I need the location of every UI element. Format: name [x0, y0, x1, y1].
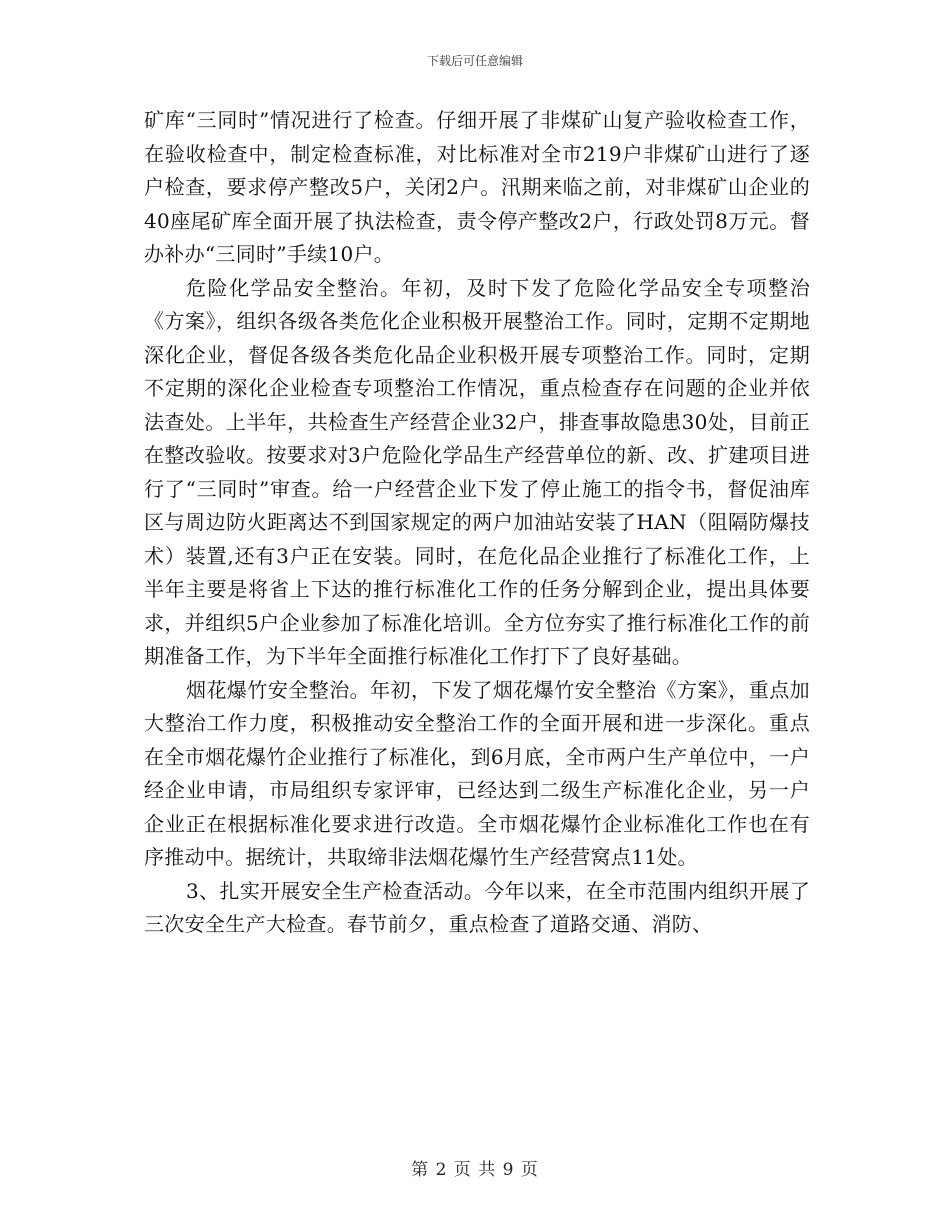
document-body [144, 104, 810, 942]
page-header: 下载后可任意编辑 [426, 54, 523, 68]
paragraph-hazardous-chemicals: 危险化学品安全整治。年初，及时下发了危险化学品安全专项整治《方案》，组织各级各类危化企业积极开展整治工作。同时，定期不定期地深化企业，督促各级各类危化品企业积极开展专项整治工作。同时，定期不定期的深化企业检查专项整治工作情况，重点检查存在问题的企业并依法查处。上半年，共检查生产经营企业32户，排查事故隐患30处，目前正在整改验收。按要求对3户危险化学品生产经营单位的新、改、扩建项目进行了“三同时”审查。给一户经营企业下发了停止施工的指令书，督促油库区与周边防火距离达不到国家规定的两户加油站安装了HAN（阻隔防爆技术）装置,还有3户正在安装。同时，在危化品企业推行了标准化工作，上半年主要是将省上下达的推行标准化工作的任务分解到企业，提出具体要求，并组织5户企业参加了标准化培训。全方位夯实了推行标准化工作的前期准备工作，为下半年全面推行标准化工作打下了良好基础。 [144, 275, 810, 668]
paragraph-safety-inspection: 3、扎实开展安全生产检查活动。今年以来，在全市范围内组织开展了三次安全生产大检查。春节前夕，重点检查了道路交通、消防、 [144, 878, 810, 936]
page-number: 第 2 页 共 9 页 [411, 1160, 539, 1180]
paragraph-tailings-inspection: 矿库“三同时”情况进行了检查。仔细开展了非煤矿山复产验收检查工作，在验收检查中，制定检查标准，对比标准对全市219户非煤矿山进行了逐户检查，要求停产整改5户，关闭2户。汛期来临之前，对非煤矿山企业的40座尾矿库全面开展了执法检查，责令停产整改2户，行政处罚8万元。督办补办“三同时”手续10户。 [144, 108, 810, 266]
paragraph-fireworks: 烟花爆竹安全整治。年初，下发了烟花爆竹安全整治《方案》，重点加大整治工作力度，积极推动安全整治工作的全面开展和进一步深化。重点在全市烟花爆竹企业推行了标准化，到6月底，全市两户生产单位中，一户经企业申请，市局组织专家评审，已经达到二级生产标准化企业，另一户企业正在根据标准化要求进行改造。全市烟花爆竹企业标准化工作也在有序推动中。据统计，共取缔非法烟花爆竹生产经营窝点11处。 [144, 677, 810, 869]
